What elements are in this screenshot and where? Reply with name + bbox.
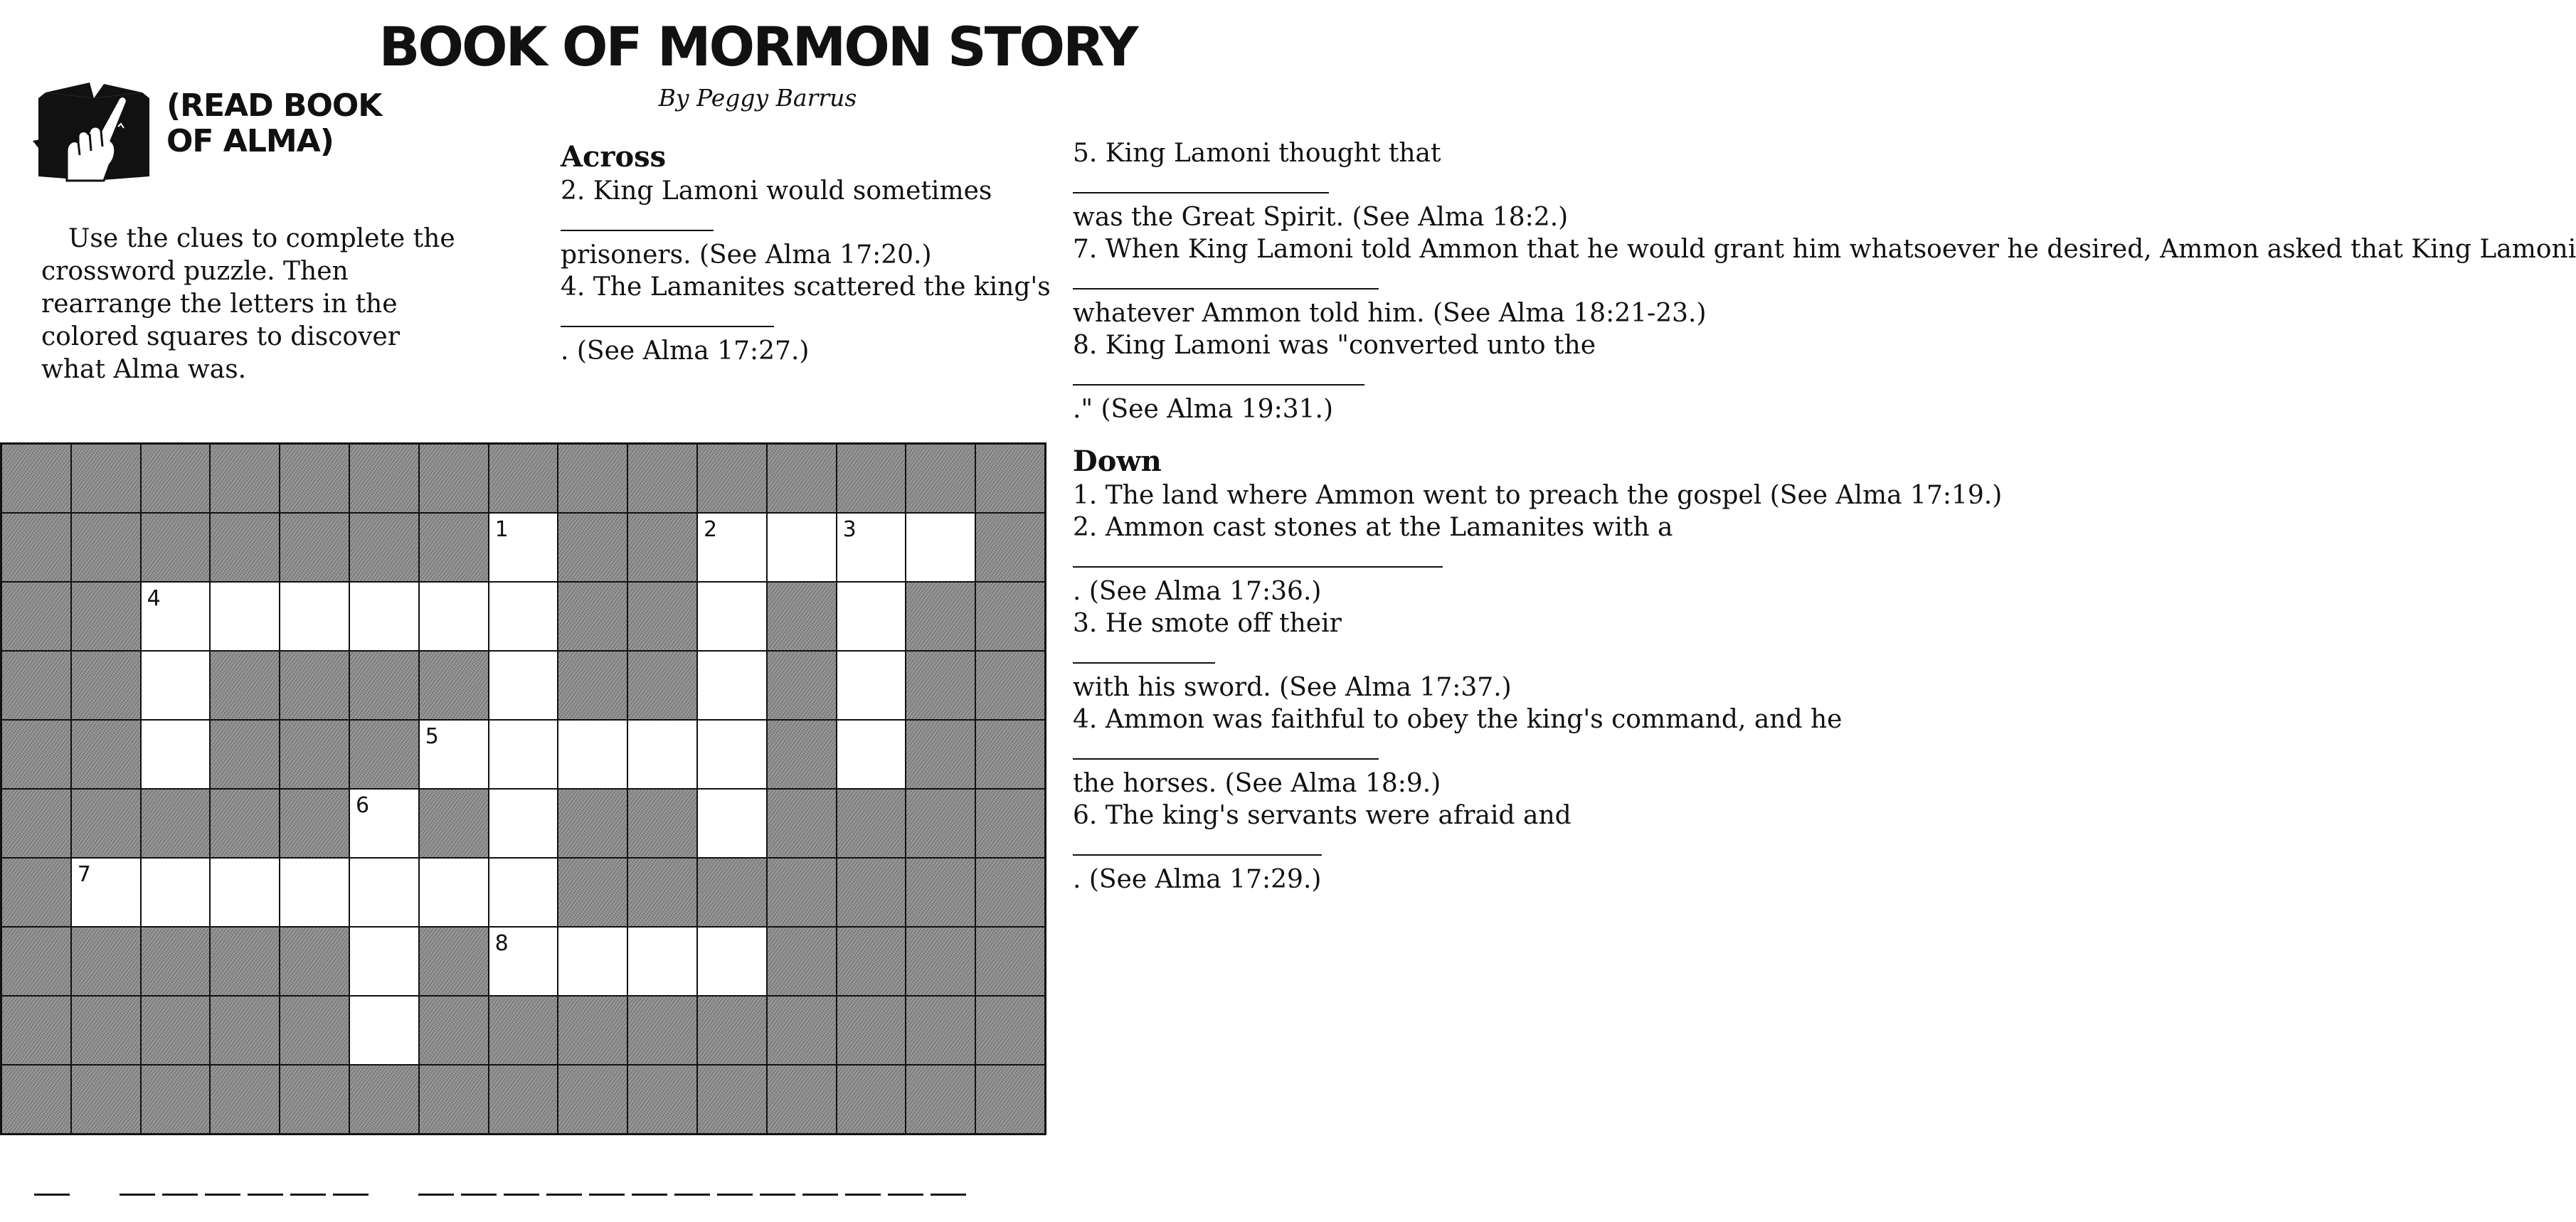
grid-cell-shaded [975, 1065, 1045, 1134]
clue-down-6-text: 6. The king's servants were afraid and [1073, 801, 1571, 830]
answer-blanks [34, 1194, 959, 1204]
grid-cell-shaded [280, 513, 349, 582]
clue-across-8-ref: ." (See Alma 19:31.) [1073, 395, 1333, 424]
clue-down-4 [1073, 703, 2576, 799]
grid-cell-shaded [210, 444, 280, 513]
answer-letter-blank[interactable] [504, 1194, 539, 1196]
grid-cell-shaded [697, 444, 767, 513]
grid-cell-shaded [627, 651, 697, 720]
clue-across-5 [1073, 137, 2576, 233]
answer-letter-blank[interactable] [205, 1194, 240, 1196]
answer-letter-blank[interactable] [546, 1194, 582, 1196]
grid-cell-open[interactable] [697, 582, 767, 651]
grid-cell-shaded [837, 927, 906, 996]
clue-down-3 [1073, 607, 2576, 703]
grid-cell-shaded [837, 1065, 906, 1134]
grid-cell-shaded [906, 927, 975, 996]
grid-cell-shaded [210, 927, 280, 996]
grid-cell-open[interactable] [697, 651, 767, 720]
grid-cell-open[interactable] [837, 513, 906, 582]
grid-cell-open[interactable] [280, 582, 349, 651]
grid-cell-shaded [141, 996, 211, 1065]
answer-blank [1073, 546, 1443, 568]
clue-number: 5 [425, 724, 439, 749]
grid-cell-shaded [767, 582, 837, 651]
grid-cell-shaded [71, 927, 141, 996]
grid-cell-shaded [906, 651, 975, 720]
grid-cell-shaded [627, 996, 697, 1065]
grid-cell-shaded [1, 513, 71, 582]
grid-cell-shaded [349, 1065, 419, 1134]
answer-letter-blank[interactable] [845, 1194, 881, 1196]
answer-letter-blank[interactable] [418, 1194, 454, 1196]
clue-number: 6 [356, 793, 370, 818]
grid-cell-open[interactable] [489, 927, 558, 996]
grid-cell-shaded [837, 789, 906, 858]
grid-cell-shaded [349, 513, 419, 582]
clue-across-2 [561, 175, 1051, 271]
grid-cell-open[interactable] [419, 720, 489, 789]
page-title: BOOK OF MORMON STORY [378, 15, 1137, 78]
grid-cell-shaded [558, 858, 627, 927]
answer-blank [1073, 834, 1322, 856]
grid-cell-open[interactable] [697, 789, 767, 858]
clue-across-7 [1073, 233, 2576, 329]
grid-cell-open[interactable] [210, 858, 280, 927]
clue-across-7-ref: whatever Ammon told him. (See Alma 18:21-23.) [1073, 299, 1707, 328]
grid-cell-shaded [627, 513, 697, 582]
answer-letter-blank[interactable] [888, 1194, 923, 1196]
answer-blank [561, 210, 714, 231]
across-clues-column [561, 139, 1051, 367]
grid-cell-shaded [1, 720, 71, 789]
grid-cell-shaded [767, 720, 837, 789]
answer-letter-blank[interactable] [632, 1194, 667, 1196]
grid-cell-shaded [975, 651, 1045, 720]
grid-cell-shaded [975, 996, 1045, 1065]
clue-number: 8 [494, 931, 509, 956]
answer-blank [1073, 268, 1379, 289]
grid-cell-shaded [71, 651, 141, 720]
grid-cell-shaded [697, 996, 767, 1065]
grid-cell-open[interactable] [349, 582, 419, 651]
grid-cell-open[interactable] [141, 582, 211, 651]
down-heading: Down [1073, 445, 1162, 478]
clue-across-2-ref: prisoners. (See Alma 17:20.) [561, 240, 932, 270]
answer-blank [1073, 172, 1329, 193]
grid-cell-open[interactable] [210, 582, 280, 651]
grid-cell-shaded [906, 444, 975, 513]
grid-cell-open[interactable] [71, 858, 141, 927]
answer-letter-blank[interactable] [162, 1194, 198, 1196]
grid-cell-shaded [558, 444, 627, 513]
grid-cell-shaded [697, 858, 767, 927]
grid-cell-open[interactable] [767, 513, 837, 582]
clue-number: 4 [147, 586, 161, 611]
answer-letter-blank[interactable] [717, 1194, 753, 1196]
grid-cell-shaded [1, 651, 71, 720]
read-note: (READ BOOK OF ALMA) [166, 87, 382, 159]
instructions: Use the clues to complete the crossword puzzle. Then rearrange the letters in the colored squares to discover what Alma was. [41, 224, 455, 384]
clue-across-4-text: 4. The Lamanites scattered the king's [561, 272, 1051, 302]
grid-cell-shaded [141, 513, 211, 582]
grid-cell-open[interactable] [489, 582, 558, 651]
grid-cell-shaded [975, 858, 1045, 927]
grid-cell-open[interactable] [906, 513, 975, 582]
grid-cell-shaded [767, 1065, 837, 1134]
grid-cell-shaded [71, 996, 141, 1065]
grid-cell-shaded [906, 996, 975, 1065]
grid-cell-open[interactable] [558, 927, 627, 996]
grid-cell-open[interactable] [141, 720, 211, 789]
grid-cell-shaded [558, 789, 627, 858]
grid-cell-open[interactable] [489, 789, 558, 858]
clue-down-6-ref: . (See Alma 17:29.) [1073, 865, 1322, 894]
grid-cell-shaded [349, 720, 419, 789]
grid-cell-shaded [71, 582, 141, 651]
grid-cell-shaded [419, 513, 489, 582]
answer-letter-blank[interactable] [248, 1194, 283, 1196]
grid-cell-shaded [906, 582, 975, 651]
answer-letter-blank[interactable] [34, 1194, 70, 1196]
grid-cell-open[interactable] [141, 651, 211, 720]
clue-down-6 [1073, 799, 2576, 896]
grid-cell-shaded [767, 927, 837, 996]
grid-cell-open[interactable] [349, 858, 419, 927]
grid-cell-shaded [837, 444, 906, 513]
grid-cell-open[interactable] [489, 858, 558, 927]
grid-cell-shaded [975, 789, 1045, 858]
grid-cell-shaded [906, 858, 975, 927]
grid-cell-open[interactable] [141, 858, 211, 927]
grid-cell-shaded [71, 720, 141, 789]
grid-cell-shaded [627, 582, 697, 651]
clue-down-3-ref: with his sword. (See Alma 17:37.) [1073, 673, 1512, 702]
grid-cell-shaded [419, 651, 489, 720]
grid-cell-shaded [349, 444, 419, 513]
grid-cell-shaded [210, 651, 280, 720]
clue-across-4-ref: . (See Alma 17:27.) [561, 336, 810, 366]
grid-cell-shaded [1, 444, 71, 513]
clue-down-2-text: 2. Ammon cast stones at the Lamanites with a [1073, 513, 1673, 542]
grid-cell-shaded [627, 1065, 697, 1134]
grid-cell-shaded [906, 720, 975, 789]
grid-cell-open[interactable] [280, 858, 349, 927]
grid-cell-shaded [280, 996, 349, 1065]
grid-cell-shaded [697, 1065, 767, 1134]
grid-cell-open[interactable] [837, 651, 906, 720]
grid-cell-shaded [837, 996, 906, 1065]
grid-cell-shaded [627, 789, 697, 858]
grid-cell-open[interactable] [489, 651, 558, 720]
grid-cell-shaded [767, 858, 837, 927]
clue-down-1 [1073, 479, 2576, 511]
grid-cell-shaded [141, 927, 211, 996]
clue-down-1-text: 1. The land where Ammon went to preach the gospel (See Alma 17:19.) [1073, 481, 2003, 510]
grid-cell-shaded [210, 513, 280, 582]
grid-cell-shaded [1, 1065, 71, 1134]
right-clues-column [1073, 137, 2576, 896]
grid-cell-shaded [1, 858, 71, 927]
grid-cell-shaded [767, 444, 837, 513]
grid-cell-shaded [280, 789, 349, 858]
grid-cell-open[interactable] [627, 720, 697, 789]
answer-blank [1073, 364, 1364, 386]
grid-cell-shaded [975, 927, 1045, 996]
answer-letter-blank[interactable] [461, 1194, 497, 1196]
grid-cell-shaded [906, 1065, 975, 1134]
grid-cell-shaded [210, 720, 280, 789]
grid-cell-open[interactable] [419, 858, 489, 927]
grid-cell-open[interactable] [349, 996, 419, 1065]
grid-cell-open[interactable] [489, 513, 558, 582]
grid-cell-open[interactable] [837, 720, 906, 789]
grid-cell-shaded [280, 651, 349, 720]
grid-cell-shaded [280, 444, 349, 513]
grid-cell-open[interactable] [627, 927, 697, 996]
grid-cell-shaded [419, 444, 489, 513]
grid-cell-shaded [419, 789, 489, 858]
grid-cell-shaded [975, 444, 1045, 513]
answer-blank [561, 306, 774, 327]
grid-cell-open[interactable] [558, 720, 627, 789]
across-heading: Across [561, 140, 667, 174]
answer-letter-blank[interactable] [290, 1194, 326, 1196]
grid-cell-shaded [767, 996, 837, 1065]
clue-across-4 [561, 271, 1051, 367]
grid-cell-shaded [1, 996, 71, 1065]
grid-cell-shaded [489, 1065, 558, 1134]
answer-letter-blank[interactable] [802, 1194, 838, 1196]
grid-cell-open[interactable] [837, 582, 906, 651]
crossword-grid [0, 442, 1046, 1135]
grid-cell-shaded [210, 996, 280, 1065]
answer-letter-blank[interactable] [674, 1194, 710, 1196]
grid-cell-shaded [627, 858, 697, 927]
clue-across-2-text: 2. King Lamoni would sometimes [561, 176, 992, 206]
byline: By Peggy Barrus [658, 84, 857, 112]
answer-letter-blank[interactable] [931, 1194, 966, 1196]
clue-down-4-ref: the horses. (See Alma 18:9.) [1073, 769, 1441, 798]
grid-cell-shaded [906, 789, 975, 858]
clue-down-3-text: 3. He smote off their [1073, 609, 1342, 638]
grid-cell-shaded [71, 789, 141, 858]
grid-cell-shaded [837, 858, 906, 927]
grid-cell-shaded [71, 513, 141, 582]
grid-cell-open[interactable] [419, 582, 489, 651]
answer-letter-blank[interactable] [120, 1194, 155, 1196]
grid-cell-shaded [71, 444, 141, 513]
grid-cell-shaded [210, 789, 280, 858]
grid-cell-shaded [975, 513, 1045, 582]
answer-letter-blank[interactable] [760, 1194, 795, 1196]
grid-cell-shaded [141, 789, 211, 858]
grid-cell-shaded [280, 927, 349, 996]
grid-cell-shaded [1, 582, 71, 651]
clue-down-4-text: 4. Ammon was faithful to obey the king's command, and he [1073, 705, 1843, 734]
clue-across-7-text: 7. When King Lamoni told Ammon that he would grant him whatsoever he desired, Ammon asked that King Lamoni [1073, 235, 2576, 264]
grid-cell-shaded [975, 582, 1045, 651]
grid-cell-shaded [558, 996, 627, 1065]
grid-cell-shaded [558, 513, 627, 582]
grid-cell-shaded [489, 996, 558, 1065]
grid-cell-open[interactable] [349, 789, 419, 858]
clue-number: 3 [842, 517, 857, 542]
grid-cell-open[interactable] [489, 720, 558, 789]
grid-cell-open[interactable] [697, 720, 767, 789]
grid-cell-shaded [419, 996, 489, 1065]
clue-number: 2 [704, 517, 718, 542]
clue-across-5-text: 5. King Lamoni thought that [1073, 139, 1441, 168]
clue-number: 7 [77, 862, 91, 887]
answer-blank [1073, 738, 1379, 760]
grid-cell-shaded [141, 444, 211, 513]
grid-cell-shaded [489, 444, 558, 513]
grid-cell-shaded [280, 1065, 349, 1134]
clue-across-8 [1073, 329, 2576, 425]
clue-down-2 [1073, 511, 2576, 607]
grid-cell-shaded [1, 789, 71, 858]
grid-cell-shaded [141, 1065, 211, 1134]
grid-cell-shaded [1, 927, 71, 996]
grid-cell-open[interactable] [349, 927, 419, 996]
clue-across-8-text: 8. King Lamoni was "converted unto the [1073, 331, 1596, 360]
grid-cell-shaded [767, 789, 837, 858]
grid-cell-open[interactable] [697, 927, 767, 996]
grid-cell-shaded [280, 720, 349, 789]
grid-cell-open[interactable] [697, 513, 767, 582]
grid-cell-shaded [975, 720, 1045, 789]
grid-cell-shaded [419, 1065, 489, 1134]
answer-blank [1073, 642, 1215, 664]
grid-cell-shaded [767, 651, 837, 720]
book-with-pointing-hand-icon [33, 77, 155, 186]
grid-cell-shaded [210, 1065, 280, 1134]
grid-cell-shaded [558, 582, 627, 651]
grid-cell-shaded [558, 651, 627, 720]
answer-letter-blank[interactable] [589, 1194, 625, 1196]
grid-cell-shaded [419, 927, 489, 996]
grid-cell-shaded [349, 651, 419, 720]
clue-down-2-ref: . (See Alma 17:36.) [1073, 577, 1322, 606]
grid-cell-shaded [558, 1065, 627, 1134]
clue-number: 1 [494, 517, 509, 542]
grid-cell-shaded [627, 444, 697, 513]
clue-across-5-ref: was the Great Spirit. (See Alma 18:2.) [1073, 203, 1569, 232]
answer-letter-blank[interactable] [333, 1194, 369, 1196]
grid-cell-shaded [71, 1065, 141, 1134]
